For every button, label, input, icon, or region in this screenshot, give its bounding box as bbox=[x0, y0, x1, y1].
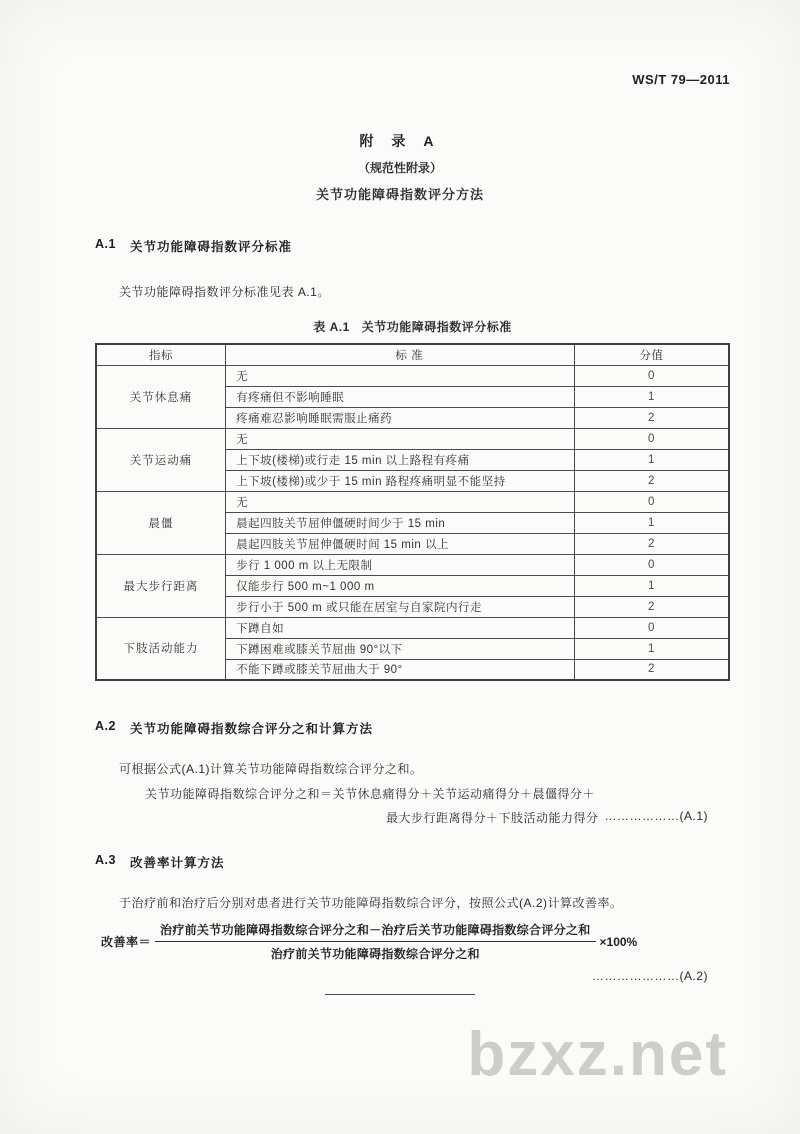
standard-cell: 不能下蹲或膝关节屈曲大于 90° bbox=[226, 659, 575, 680]
score-cell: 1 bbox=[574, 449, 729, 470]
indicator-cell: 关节运动痛 bbox=[96, 428, 226, 491]
table-title bbox=[95, 318, 730, 335]
score-cell: 2 bbox=[574, 596, 729, 617]
section-a2-title: 关节功能障碍指数综合评分之和计算方法 bbox=[129, 722, 373, 736]
standard-cell: 下蹲自如 bbox=[226, 617, 575, 638]
formula-a1-line2-text: 最大步行距离得分＋下肢活动能力得分 bbox=[385, 811, 599, 825]
document-content bbox=[95, 237, 730, 983]
doc-number: WS/T 79—2011 bbox=[632, 72, 730, 87]
footer-divider bbox=[325, 994, 475, 995]
score-cell: 2 bbox=[574, 659, 729, 680]
formula-a1-line2 bbox=[95, 809, 708, 826]
standard-cell: 有疼痛但不影响睡眠 bbox=[226, 386, 575, 407]
formula-a2-ref: …………………(A.2) bbox=[591, 969, 708, 983]
score-cell: 2 bbox=[574, 470, 729, 491]
formula-a2-fraction bbox=[155, 921, 596, 962]
improvement-rate-formula bbox=[101, 921, 730, 962]
score-cell: 1 bbox=[574, 638, 729, 659]
standard-cell: 下蹲困难或膝关节屈曲 90°以下 bbox=[226, 638, 575, 659]
section-a2-heading bbox=[95, 719, 730, 737]
appendix-title-block bbox=[0, 131, 800, 203]
section-a3-title: 改善率计算方法 bbox=[129, 856, 225, 870]
table-row bbox=[96, 554, 729, 575]
score-cell: 0 bbox=[574, 491, 729, 512]
watermark: bzxz.net bbox=[467, 1020, 728, 1089]
appendix-subtitle: （规范性附录） bbox=[357, 161, 442, 175]
standard-cell: 仅能步行 500 m~1 000 m bbox=[226, 575, 575, 596]
section-a3-paragraph: 于治疗前和治疗后分别对患者进行关节功能障碍指数综合评分，按照公式(A.2)计算改善率。 bbox=[119, 896, 623, 910]
formula-a1-line1: 关节功能障碍指数综合评分之和＝关节休息痛得分＋关节运动痛得分＋晨僵得分＋ bbox=[145, 787, 596, 801]
score-table bbox=[95, 343, 730, 681]
header-score: 分值 bbox=[574, 344, 729, 365]
standard-cell: 无 bbox=[226, 365, 575, 386]
score-cell: 2 bbox=[574, 533, 729, 554]
score-cell: 2 bbox=[574, 407, 729, 428]
score-cell: 1 bbox=[574, 512, 729, 533]
standard-cell: 上下坡(楼梯)或行走 15 min 以上路程有疼痛 bbox=[226, 449, 575, 470]
appendix-title: 附 录 A bbox=[359, 133, 441, 149]
formula-a2-lhs: 改善率＝ bbox=[101, 935, 152, 949]
indicator-cell: 最大步行距离 bbox=[96, 554, 226, 617]
table-row bbox=[96, 491, 729, 512]
score-cell: 0 bbox=[574, 617, 729, 638]
table-header-row bbox=[96, 344, 729, 365]
section-a3-heading bbox=[95, 853, 730, 871]
table-title-number: 表 A.1 bbox=[313, 320, 350, 334]
formula-a1-ref: ………………(A.1) bbox=[604, 809, 708, 823]
standard-cell: 上下坡(楼梯)或少于 15 min 路程疼痛明显不能坚持 bbox=[226, 470, 575, 491]
indicator-cell: 下肢活动能力 bbox=[96, 617, 226, 680]
table-title-text: 关节功能障碍指数评分标准 bbox=[361, 320, 512, 334]
section-a3-number: A.3 bbox=[95, 853, 116, 867]
score-cell: 1 bbox=[574, 575, 729, 596]
indicator-cell: 关节休息痛 bbox=[96, 365, 226, 428]
formula-a2-multiplier: ×100% bbox=[599, 934, 638, 949]
formula-a2-denominator: 治疗前关节功能障碍指数综合评分之和 bbox=[270, 947, 480, 961]
standard-cell: 晨起四肢关节屈伸僵硬时间 15 min 以上 bbox=[226, 533, 575, 554]
section-a1-number: A.1 bbox=[95, 237, 116, 251]
score-cell: 0 bbox=[574, 554, 729, 575]
score-cell: 0 bbox=[574, 365, 729, 386]
formula-a2-numerator: 治疗前关节功能障碍指数综合评分之和－治疗后关节功能障碍指数综合评分之和 bbox=[155, 921, 596, 942]
header-indicator: 指标 bbox=[96, 344, 226, 365]
table-row bbox=[96, 428, 729, 449]
appendix-heading: 关节功能障碍指数评分方法 bbox=[315, 187, 484, 202]
standard-cell: 无 bbox=[226, 491, 575, 512]
section-a1-heading bbox=[95, 237, 730, 255]
score-cell: 0 bbox=[574, 428, 729, 449]
table-row bbox=[96, 365, 729, 386]
score-cell: 1 bbox=[574, 386, 729, 407]
indicator-cell: 晨僵 bbox=[96, 491, 226, 554]
standard-cell: 无 bbox=[226, 428, 575, 449]
table-row bbox=[96, 617, 729, 638]
section-a1-title: 关节功能障碍指数评分标准 bbox=[129, 240, 292, 254]
standard-cell: 步行小于 500 m 或只能在居室与自家院内行走 bbox=[226, 596, 575, 617]
section-a2-paragraph: 可根据公式(A.1)计算关节功能障碍指数综合评分之和。 bbox=[119, 762, 423, 776]
section-a2-number: A.2 bbox=[95, 719, 116, 733]
standard-cell: 晨起四肢关节屈伸僵硬时间少于 15 min bbox=[226, 512, 575, 533]
section-a1-paragraph: 关节功能障碍指数评分标准见表 A.1。 bbox=[119, 285, 330, 299]
standard-cell: 步行 1 000 m 以上无限制 bbox=[226, 554, 575, 575]
header-standard: 标 准 bbox=[226, 344, 575, 365]
standard-cell: 疼痛难忍影响睡眠需服止痛药 bbox=[226, 407, 575, 428]
